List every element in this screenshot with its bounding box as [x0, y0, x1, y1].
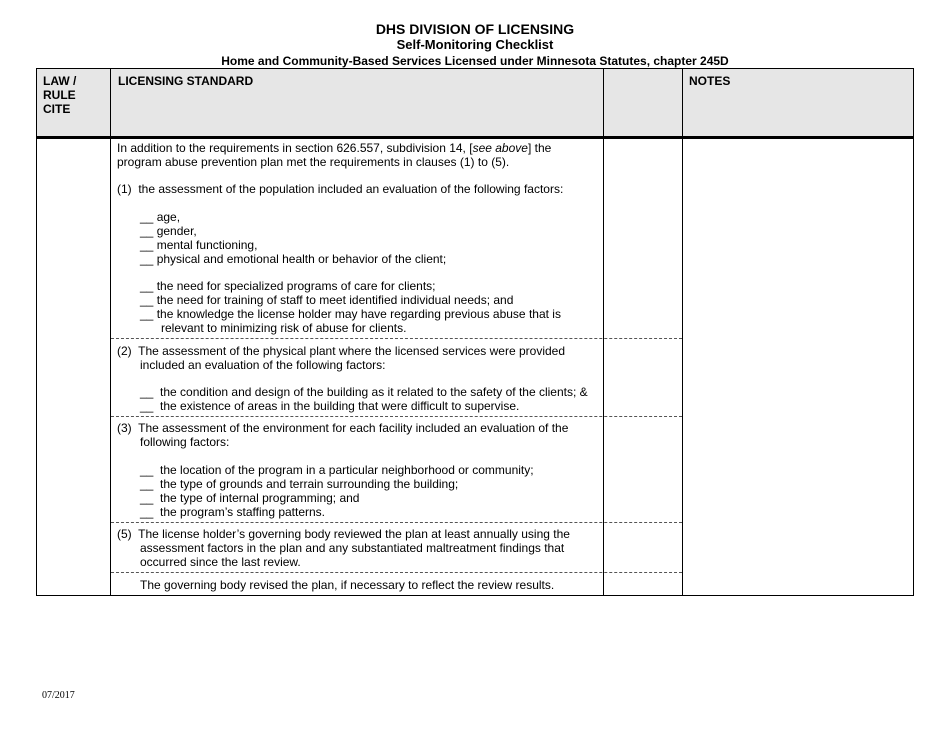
clause-3: (3) The assessment of the environment for each facility included an evaluation of the following factors:: [117, 421, 569, 449]
list-item: __ the program’s staffing patterns.: [140, 505, 326, 519]
list-item: __ the condition and design of the building as it related to the safety of the clients; &: [140, 385, 588, 399]
list-item: __ the need for training of staff to meet identified individual needs; and: [140, 293, 514, 307]
list-item: __ the knowledge the license holder may have regarding previous abuse that is: [140, 307, 561, 321]
notes-heading: NOTES: [689, 74, 731, 88]
clause-3-factors: [140, 463, 534, 519]
list-item: __ the location of the program in a particular neighborhood or community;: [140, 463, 534, 477]
law-rule-cite-heading: LAW / RULE CITE: [43, 74, 77, 116]
list-item: __ mental functioning,: [140, 238, 258, 252]
checklist-table: [36, 68, 914, 596]
list-item: __ age,: [140, 210, 181, 224]
list-item: __ gender,: [140, 224, 197, 238]
revision-date: 07/2017: [42, 690, 75, 701]
intro-text: In addition to the requirements in section 626.557, subdivision 14, [see above] the program abuse prevention plan met the requirements in clauses (1) to (5).: [117, 141, 552, 169]
clause-1-factors-a: [140, 210, 446, 266]
licensing-standard-heading: LICENSING STANDARD: [118, 74, 254, 88]
list-item: __ the need for specialized programs of care for clients;: [140, 279, 436, 293]
clause-1: (1) the assessment of the population included an evaluation of the following factors:: [117, 182, 564, 196]
clause-1-factors-b: [140, 279, 561, 335]
doc-title: DHS DIVISION OF LICENSING: [375, 21, 575, 37]
doc-scope: Home and Community-Based Services Licensed under Minnesota Statutes, chapter 245D: [221, 54, 729, 68]
doc-subtitle: Self-Monitoring Checklist: [396, 37, 554, 52]
list-item: __ the existence of areas in the building that were difficult to supervise.: [140, 399, 520, 413]
list-item: __ physical and emotional health or behavior of the client;: [140, 252, 447, 266]
list-item: __ the type of internal programming; and: [140, 491, 360, 505]
clause-2-factors: [140, 385, 588, 413]
list-item: __ the type of grounds and terrain surrounding the building;: [140, 477, 459, 491]
list-item: relevant to minimizing risk of abuse for clients.: [161, 321, 407, 335]
revision-text: The governing body revised the plan, if necessary to reflect the review results.: [140, 578, 555, 592]
clause-5: (5) The license holder’s governing body reviewed the plan at least annually using the assessment factors in the plan and any substantiated maltreatment findings that occurred since the last review.: [117, 527, 570, 569]
clause-2: (2) The assessment of the physical plant where the licensed services were provided included an evaluation of the following factors:: [117, 344, 566, 372]
